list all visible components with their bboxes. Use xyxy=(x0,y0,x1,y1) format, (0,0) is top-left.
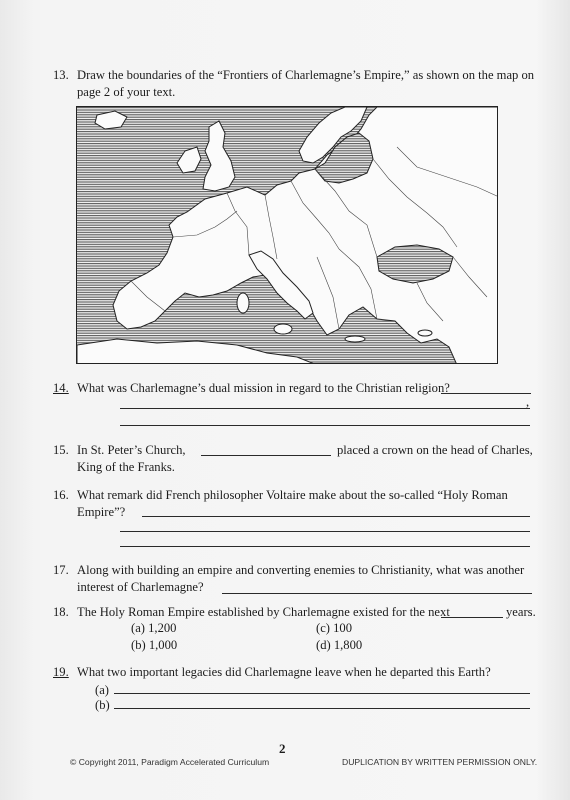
answer-line[interactable] xyxy=(120,425,530,426)
answer-label-a: (a) xyxy=(95,683,109,697)
answer-line[interactable] xyxy=(441,393,531,394)
question-text: What two important legacies did Charlemagne leave when he departed this Earth? xyxy=(77,665,491,679)
europe-outline-map[interactable] xyxy=(76,106,498,364)
question-text: Along with building an empire and converting enemies to Christianity, what was another xyxy=(77,563,525,577)
question-number: 16. xyxy=(53,488,69,502)
question-17 xyxy=(53,562,524,579)
question-16 xyxy=(53,487,508,504)
question-number: 15. xyxy=(53,443,69,457)
page-number: 2 xyxy=(279,741,286,756)
question-18 xyxy=(53,604,450,621)
duplication-notice: DUPLICATION BY WRITTEN PERMISSION ONLY. xyxy=(342,757,538,767)
answer-line[interactable] xyxy=(441,617,503,618)
option-d[interactable]: (d) 1,800 xyxy=(316,638,363,652)
question-number: 17. xyxy=(53,563,69,577)
question-text: What was Charlemagne’s dual mission in regard to the Christian religion? xyxy=(77,381,450,395)
answer-line[interactable] xyxy=(142,516,530,517)
question-19 xyxy=(53,664,491,681)
crete xyxy=(345,336,365,342)
option-a[interactable]: (a) 1,200 xyxy=(131,621,177,635)
sicily xyxy=(274,324,292,334)
option-c[interactable]: (c) 100 xyxy=(316,621,353,635)
answer-line[interactable] xyxy=(120,408,530,409)
question-15-continued: King of the Franks. xyxy=(77,460,175,474)
question-number: 19. xyxy=(53,665,69,679)
answer-line[interactable] xyxy=(222,593,532,594)
question-number: 13. xyxy=(53,68,69,82)
question-13-continued xyxy=(77,84,175,101)
map-icon xyxy=(77,107,498,364)
answer-line[interactable] xyxy=(120,546,530,547)
question-text: Draw the boundaries of the “Frontiers of Charlemagne’s Empire,” as shown on the map on xyxy=(77,68,535,82)
question-text-pre: The Holy Roman Empire established by Charlemagne existed for the next xyxy=(77,605,450,619)
question-17-continued: interest of Charlemagne? xyxy=(77,580,204,594)
comma-mark: , xyxy=(526,395,530,409)
copyright-notice: © Copyright 2011, Paradigm Accelerated Curriculum xyxy=(70,757,270,767)
question-text-post: placed a crown on the head of Charles, xyxy=(337,443,533,457)
option-b[interactable]: (b) 1,000 xyxy=(131,638,178,652)
answer-line[interactable] xyxy=(201,455,331,456)
sardinia xyxy=(237,293,249,313)
question-number: 14. xyxy=(53,381,69,395)
answer-line[interactable] xyxy=(114,708,530,709)
answer-line[interactable] xyxy=(114,693,530,694)
question-text: page 2 of your text. xyxy=(77,85,176,99)
question-14 xyxy=(53,380,450,397)
answer-label-b: (b) xyxy=(95,698,110,712)
cyprus xyxy=(418,330,432,336)
question-13 xyxy=(53,67,534,84)
question-text-pre: In St. Peter’s Church, xyxy=(77,443,186,457)
question-number: 18. xyxy=(53,605,69,619)
question-text: What remark did French philosopher Voltaire make about the so-called “Holy Roman xyxy=(77,488,508,502)
question-15 xyxy=(53,442,186,459)
question-text-post: years. xyxy=(506,605,536,619)
answer-line[interactable] xyxy=(120,531,530,532)
question-16-continued: Empire”? xyxy=(77,505,126,519)
